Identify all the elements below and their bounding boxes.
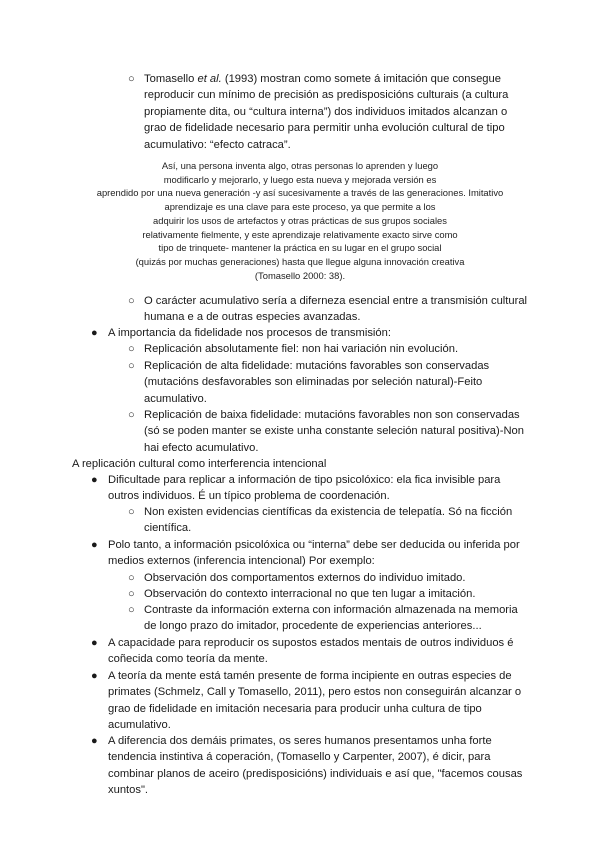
- quote-line: (quizás por muchas generaciones) hasta que llegue alguna innovación creativa: [135, 255, 465, 267]
- list-item-caracter-acumulativo: [144, 293, 527, 326]
- quote-line: Así, una persona inventa algo, otras personas lo aprenden y luego: [161, 160, 439, 171]
- bullet-hollow: ○: [128, 572, 135, 584]
- bullet-filled: ●: [91, 327, 98, 339]
- text-line: medios externos (inferencia intencional) Por exemplo:: [108, 555, 375, 568]
- text-line: acumulativo.: [144, 392, 207, 405]
- text-line: grao de fidelidade en imitación necesaria para producir unha cultura de tipo: [108, 702, 482, 715]
- quote-line: tipo de trinquete- mantener la práctica en su lugar en el grupo social: [158, 242, 442, 254]
- bullet-hollow: ○: [128, 409, 135, 421]
- text-line: Replicación absolutamente fiel: non hai variación nin evolución.: [144, 343, 459, 355]
- bullet-hollow: ○: [128, 360, 135, 372]
- quote-line: modificarlo y mejorarlo, y luego esta nueva y mejorada versión es: [163, 173, 437, 185]
- block-quote: [60, 159, 540, 282]
- list-item-capacidade-teoria-mente: [108, 635, 513, 668]
- text-line: Non existen evidencias científicas da existencia de telepatía. Só na ficción: [144, 506, 513, 518]
- list-item-replicacion-absoluta: [144, 341, 458, 357]
- bullet-hollow: ○: [128, 506, 135, 518]
- list-item-coperacion: [108, 733, 522, 799]
- text-line: combinar planos de aceiro (predisposicións) individuais e así que, "facemos cousas: [108, 767, 523, 780]
- list-item-dificultade: [108, 472, 500, 505]
- bullet-filled: ●: [91, 474, 98, 486]
- quote-citation: (Tomasello 2000: 38).: [254, 269, 346, 281]
- text-line: humana e a de outras especies avanzadas.: [144, 311, 361, 324]
- text-line: Polo tanto, a información psicolóxica ou “interna” debe ser deducida ou inferida por: [108, 539, 520, 551]
- bullet-hollow: ○: [128, 295, 135, 307]
- bullet-filled: ●: [91, 539, 98, 551]
- text-line: acumulativo.: [108, 719, 171, 732]
- section-heading: A replicación cultural como interferencia intencional: [72, 458, 327, 470]
- text-line: (só se poden manter se existe unha constante seleción natural positiva)-Non: [144, 425, 524, 438]
- bullet-hollow: ○: [128, 73, 135, 85]
- text-line: A capacidade para reproducir os supostos estados mentais de outros individuos é: [108, 637, 514, 649]
- text-line: científica.: [144, 522, 192, 535]
- text-line: Dificultade para replicar a información de tipo psicolóxico: ela fica invisible para: [108, 474, 501, 486]
- text-line: coñecida como teoría da mente.: [108, 653, 268, 666]
- text-line: Observación dos comportamentos externos do individuo imitado.: [144, 572, 466, 584]
- list-item-polo-tanto: [108, 537, 520, 570]
- text-line: Observación do contexto interracional no que ten lugar a imitación.: [144, 588, 476, 600]
- bullet-filled: ●: [91, 735, 98, 747]
- text-line: xuntos".: [108, 784, 149, 797]
- list-item-observacion-contexto: [144, 586, 475, 602]
- bullet-filled: ●: [91, 637, 98, 649]
- text-line: (mutacións desfavorables son eliminadas por seleción natural)-Feito: [144, 376, 483, 389]
- text-line: acumulativo: “efecto catraca”.: [144, 138, 291, 151]
- text-line: Contraste da información externa con información almazenada na memoria: [144, 604, 518, 616]
- list-item-replicacion-alta: [144, 358, 489, 407]
- bullet-hollow: ○: [128, 604, 135, 616]
- text-line: reproducir cun mínimo de precisión as predisposicións culturais (a cultura: [144, 89, 509, 102]
- quote-line: aprendido por una nueva generación -y así sucesivamente a través de las generaciones. Imitativo: [96, 187, 504, 199]
- text-line: O carácter acumulativo sería a diferneza esencial entre a transmisión cultural: [144, 295, 528, 307]
- text-line: grao de fidelidade necesario para permitir unha evolución cultural de tipo: [144, 122, 505, 135]
- list-item-observacion-comportamentos: [144, 570, 466, 586]
- bullet-hollow: ○: [128, 343, 135, 355]
- quote-line: aprendizaje es una clave para este proceso, ya que permite a los: [164, 201, 436, 213]
- list-item-importancia-fidelidade: [108, 325, 391, 341]
- text-line: A diferencia dos demáis primates, os seres humanos presentamos unha forte: [108, 735, 492, 747]
- quote-line: adquirir los usos de artefactos y otras prácticas de sus grupos sociales: [153, 214, 447, 226]
- text-line: tendencia instintiva á coperación, (Tomasello y Carpenter, 2007), é dicir, para: [108, 751, 491, 764]
- text-line: primates (Schmelz, Call y Tomasello, 2011), pero estos non conseguirán alcanzar o: [108, 686, 522, 699]
- text-line: A importancia da fidelidade nos procesos de transmisión:: [108, 327, 391, 339]
- list-item-replicacion-baixa: [144, 407, 524, 456]
- text-line: outros individuos. É un típico problema de coordenación.: [108, 490, 390, 503]
- text-line: Replicación de alta fidelidade: mutacións favorables son conservadas: [144, 360, 490, 372]
- list-item-teoria-mente-primates: [108, 668, 521, 734]
- text-line: Replicación de baixa fidelidade: mutacións favorables non son conservadas: [144, 409, 520, 421]
- text-line: A teoría da mente está tamén presente de forma incipiente en outras especies de: [108, 670, 512, 682]
- bullet-filled: ●: [91, 670, 98, 682]
- text-line: Tomasello et al. (1993) mostran como somete á imitación que consegue: [144, 73, 501, 85]
- quote-line: relativamente fielmente, y este aprendizaje relativamente exacto sirve como: [142, 228, 458, 240]
- text-line: de longo prazo do imitador, procedente de experiencias anteriores...: [144, 620, 482, 633]
- text-line: hai efecto acumulativo.: [144, 441, 259, 454]
- text-line: propiamente dita, ou “cultura interna”) dos individuos imitados alcanzan o: [144, 105, 508, 118]
- list-item-contraste-informacion: [144, 602, 518, 635]
- list-item-telepatia: [144, 504, 512, 537]
- bullet-hollow: ○: [128, 588, 135, 600]
- list-item-tomasello-1993: [144, 71, 508, 153]
